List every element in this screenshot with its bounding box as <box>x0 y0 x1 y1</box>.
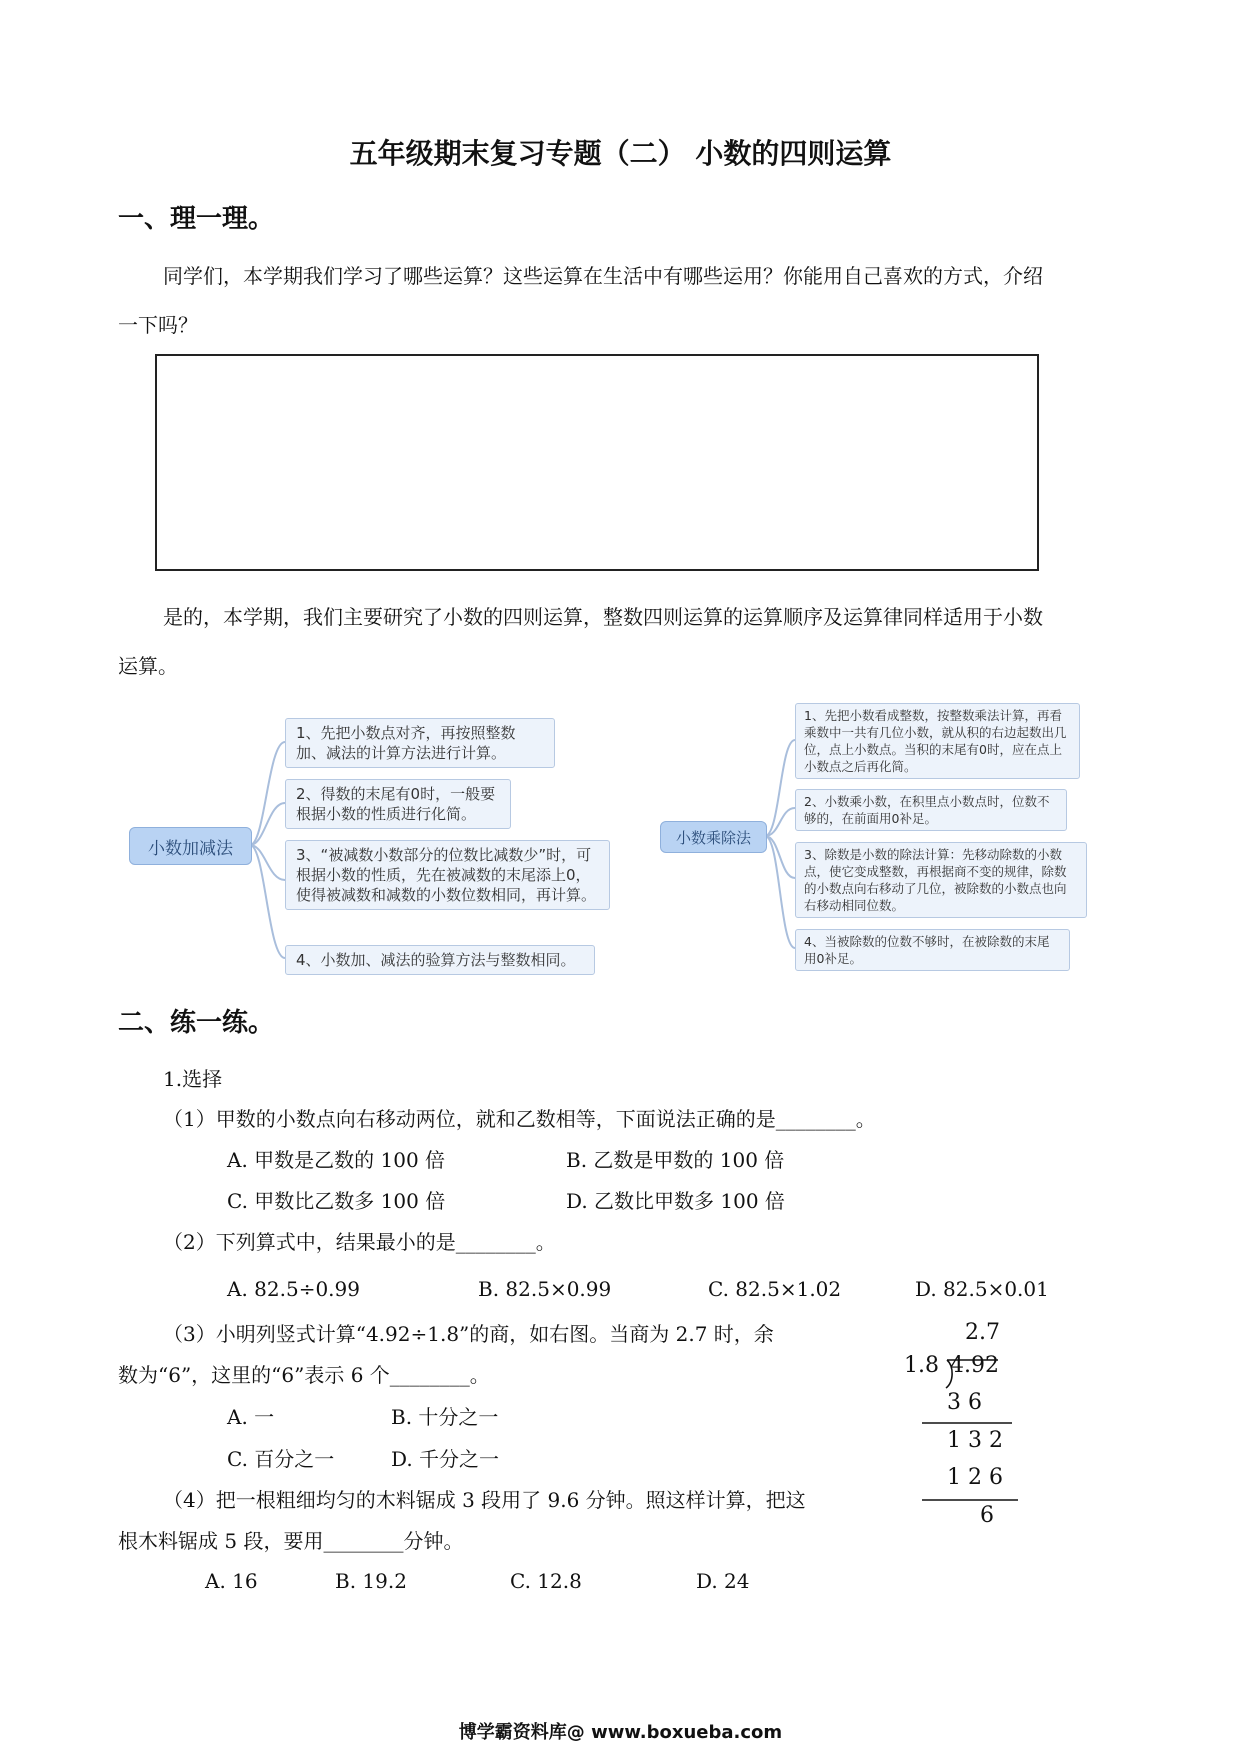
q1-option-d[interactable]: D. 乙数比甲数多 100 倍 <box>566 1189 785 1213</box>
q3-stem-line2: 数为“6”，这里的“6”表示 6 个________。 <box>118 1363 490 1387</box>
section2-heading: 二、练一练。 <box>118 1008 275 1038</box>
mindmap-mul-node-4: 4、当被除数的位数不够时，在被除数的末尾用0补足。 <box>795 929 1070 971</box>
q3-option-b[interactable]: B. 十分之一 <box>391 1405 499 1429</box>
q3-stem-line1: （3）小明列竖式计算“4.92÷1.8”的商，如右图。当商为 2.7 时，余 <box>163 1322 774 1346</box>
mindmap-add-node-3: 3、“被减数小数部分的位数比减数少”时，可根据小数的性质，先在被减数的末尾添上0，使得被减数和减数的小数位数相同，再计算。 <box>285 840 610 910</box>
mindmap-mul-connector-3 <box>765 836 795 878</box>
mindmap-mul-connector-4 <box>765 836 795 948</box>
q4-option-c[interactable]: C. 12.8 <box>510 1569 582 1593</box>
section1-heading: 一、理一理。 <box>118 204 275 234</box>
mindmap-add-node-2: 2、得数的末尾有0时，一般要根据小数的性质进行化简。 <box>285 779 511 829</box>
q4-option-a[interactable]: A. 16 <box>205 1569 258 1593</box>
q3-option-c[interactable]: C. 百分之一 <box>227 1447 335 1471</box>
section2-sub: 1.选择 <box>163 1067 223 1091</box>
q3-option-a[interactable]: A. 一 <box>227 1405 275 1429</box>
section1-para2-line2: 运算。 <box>118 654 178 678</box>
division-dividend: 4.92 <box>950 1353 999 1378</box>
mindmap-mul-node-1: 1、先把小数看成整数，按整数乘法计算，再看乘数中一共有几位小数，就从积的右边起数出几位，点上小数点。当积的末尾有0时，应在点上小数点之后再化简。 <box>795 703 1080 779</box>
q1-option-a[interactable]: A. 甲数是乙数的 100 倍 <box>227 1148 446 1172</box>
mindmap-mul-node-2: 2、小数乘小数，在积里点小数点时，位数不够的，在前面用0补足。 <box>795 789 1067 831</box>
division-quotient: 2.7 <box>965 1320 1000 1345</box>
mindmap-add-node-4: 4、小数加、减法的验算方法与整数相同。 <box>285 945 595 975</box>
division-step2: 1 3 2 <box>947 1428 1003 1453</box>
mindmap-add-root: 小数加减法 <box>129 827 252 865</box>
division-bracket <box>946 1360 952 1388</box>
q2-option-c[interactable]: C. 82.5×1.02 <box>708 1277 842 1301</box>
q4-stem-line2: 根木料锯成 5 段，要用________分钟。 <box>118 1529 464 1553</box>
mindmap-add-connector-1 <box>250 742 285 845</box>
q4-option-d[interactable]: D. 24 <box>696 1569 750 1593</box>
division-step1: 3 6 <box>947 1390 982 1415</box>
mindmap-mul-root: 小数乘除法 <box>660 821 767 853</box>
section1-para1-line2: 一下吗？ <box>118 313 198 337</box>
q4-stem-line1: （4）把一根粗细均匀的木料锯成 3 段用了 9.6 分钟。照这样计算，把这 <box>163 1488 806 1512</box>
q4-option-b[interactable]: B. 19.2 <box>335 1569 407 1593</box>
division-divisor: 1.8 <box>904 1353 939 1378</box>
q2-option-d[interactable]: D. 82.5×0.01 <box>915 1277 1049 1301</box>
q3-option-d[interactable]: D. 千分之一 <box>391 1447 500 1471</box>
mindmap-mul-node-3: 3、除数是小数的除法计算：先移动除数的小数点，使它变成整数，再根据商不变的规律，除数的小数点向右移动了几位，被除数的小数点也向右移动相同位数。 <box>795 842 1087 918</box>
q1-stem: （1）甲数的小数点向右移动两位，就和乙数相等，下面说法正确的是________。 <box>163 1107 876 1131</box>
division-remainder: 6 <box>980 1503 994 1528</box>
mindmap-add-node-1: 1、先把小数点对齐，再按照整数加、减法的计算方法进行计算。 <box>285 718 555 768</box>
page-title: 五年级期末复习专题（二） 小数的四则运算 <box>349 137 892 170</box>
q2-option-b[interactable]: B. 82.5×0.99 <box>478 1277 612 1301</box>
division-step3: 1 2 6 <box>947 1465 1003 1490</box>
q2-stem: （2）下列算式中，结果最小的是________。 <box>163 1230 556 1254</box>
section1-para2-line1: 是的，本学期，我们主要研究了小数的四则运算，整数四则运算的运算顺序及运算律同样适用于小数 <box>163 605 1043 629</box>
q1-option-c[interactable]: C. 甲数比乙数多 100 倍 <box>227 1189 446 1213</box>
footer-source: 博学霸资料库@ www.boxueba.com <box>458 1722 783 1743</box>
division-lines <box>900 1340 1030 1510</box>
q2-option-a[interactable]: A. 82.5÷0.99 <box>227 1277 360 1301</box>
q1-option-b[interactable]: B. 乙数是甲数的 100 倍 <box>566 1148 785 1172</box>
section1-para1-line1: 同学们，本学期我们学习了哪些运算？这些运算在生活中有哪些运用？你能用自己喜欢的方式，介绍 <box>163 264 1043 288</box>
